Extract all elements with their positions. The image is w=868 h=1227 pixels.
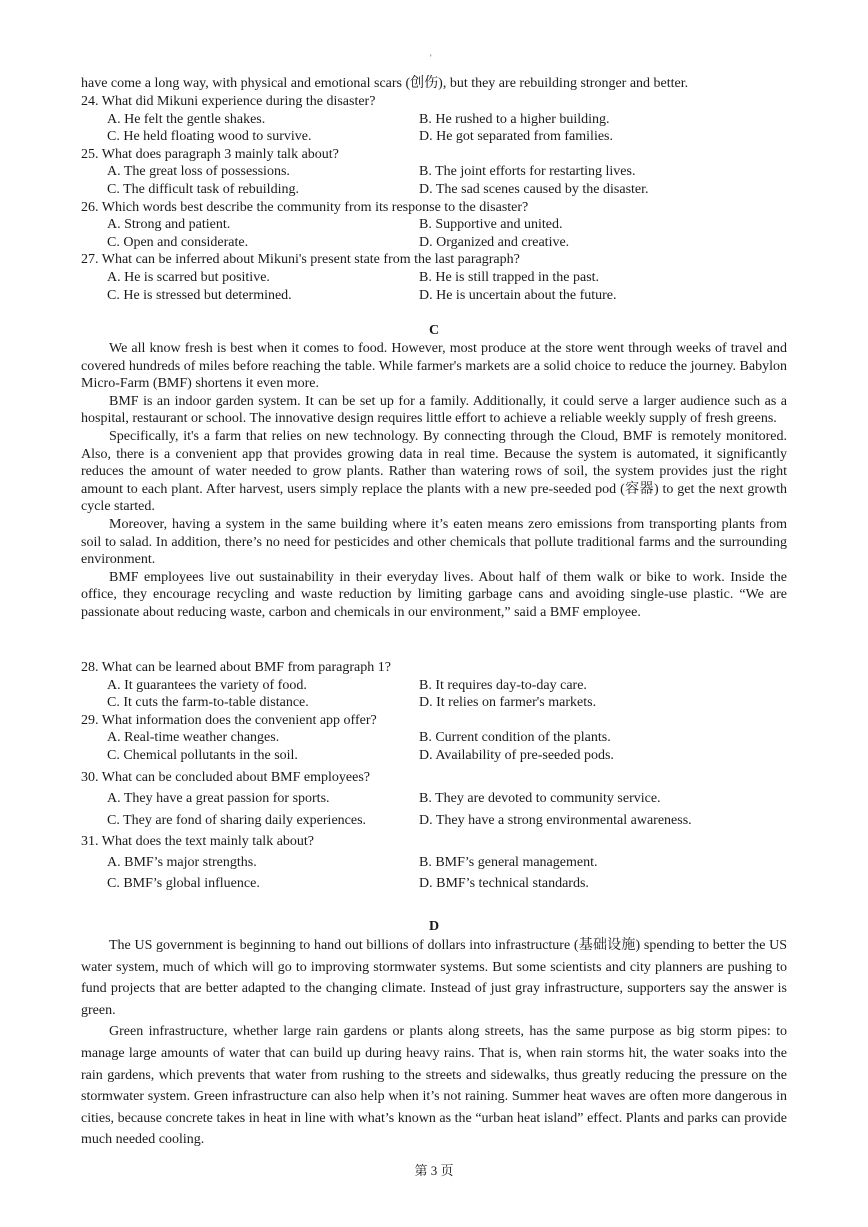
option-c[interactable]: C. They are fond of sharing daily experiences. <box>107 812 367 828</box>
passage-paragraph: The US government is beginning to hand out billions of dollars into infrastructure (基础设施) spending to better the US water system, much of which will go to improving stormwater systems. But some scientists and city planners are pushing to fund projects that are better adapted to the changing climate. Instead of just gray infrastructure, supporters say the answer is green. <box>81 938 787 1018</box>
question-25 <box>81 146 787 199</box>
questions-c-second <box>81 767 787 895</box>
option-c[interactable]: C. It cuts the farm-to-table distance. <box>107 695 309 711</box>
question-26 <box>81 199 787 252</box>
option-a[interactable]: A. He is scarred but positive. <box>107 269 270 285</box>
option-c[interactable]: C. He is stressed but determined. <box>107 287 292 303</box>
question-31 <box>81 831 787 895</box>
option-d[interactable]: D. He is uncertain about the future. <box>419 287 617 303</box>
option-d[interactable]: D. BMF’s technical standards. <box>419 876 589 892</box>
question-stem: 26. Which words best describe the community from its response to the disaster? <box>81 199 529 215</box>
question-30 <box>81 767 787 831</box>
option-c[interactable]: C. He held floating wood to survive. <box>107 129 312 145</box>
passage-paragraph: We all know fresh is best when it comes to food. However, most produce at the store went through weeks of travel and covered hundreds of miles before reaching the table. While farmer's markets are a solid choice to reduce the journey. Babylon Micro-Farm (BMF) shortens it even more. <box>81 341 787 392</box>
page-number: 第 3 页 <box>414 1163 454 1178</box>
question-28 <box>81 659 787 712</box>
option-a[interactable]: A. Strong and patient. <box>107 217 231 233</box>
questions-c-first <box>81 659 787 765</box>
option-a[interactable]: A. BMF’s major strengths. <box>107 855 257 871</box>
option-d[interactable]: D. It relies on farmer's markets. <box>419 695 597 711</box>
option-d[interactable]: D. Organized and creative. <box>419 234 570 250</box>
question-stem: 24. What did Mikuni experience during the disaster? <box>81 94 376 109</box>
question-stem: 25. What does paragraph 3 mainly talk about? <box>81 146 339 162</box>
option-b[interactable]: B. It requires day-to-day care. <box>419 677 587 693</box>
option-d[interactable]: D. The sad scenes caused by the disaster. <box>419 181 649 197</box>
question-24 <box>81 93 787 146</box>
section-c-passage <box>81 340 787 622</box>
option-d[interactable]: D. He got separated from families. <box>419 129 613 145</box>
section-c-title: C <box>428 323 440 338</box>
option-b[interactable]: B. He rushed to a higher building. <box>419 111 610 127</box>
question-stem: 28. What can be learned about BMF from paragraph 1? <box>81 660 391 675</box>
passage-paragraph: BMF employees live out sustainability in their everyday lives. About half of them walk or bike to work. Inside the office, they encourage recycling and waste reduction by limiting garbage cans and avoiding single-use plastic. “We are passionate about reducing waste, carbon and chemicals in our environment,” said a BMF employee. <box>81 569 787 620</box>
option-b[interactable]: B. They are devoted to community service. <box>419 791 661 807</box>
question-29 <box>81 712 787 765</box>
option-a[interactable]: A. Real-time weather changes. <box>107 730 280 746</box>
option-a[interactable]: A. He felt the gentle shakes. <box>107 111 266 127</box>
option-a[interactable]: A. The great loss of possessions. <box>107 164 290 180</box>
question-27 <box>81 251 787 304</box>
question-stem: 29. What information does the convenient app offer? <box>81 712 377 728</box>
option-c[interactable]: C. Open and considerate. <box>107 234 249 250</box>
option-b[interactable]: B. He is still trapped in the past. <box>419 269 600 285</box>
passage-paragraph: BMF is an indoor garden system. It can be set up for a family. Additionally, it could serve a larger audience such as a hospital, restaurant or school. The innovative design requires little effort to achieve a reliable weekly supply of fresh greens. <box>81 393 787 427</box>
section-d-passage <box>81 935 787 1151</box>
option-c[interactable]: C. BMF’s global influence. <box>107 876 260 892</box>
option-a[interactable]: A. It guarantees the variety of food. <box>107 677 307 693</box>
passage-paragraph: Moreover, having a system in the same building where it’s eaten means zero emissions from transporting plants from soil to salad. In addition, there’s no need for pesticides and other chemicals that pollute traditional farms and the surrounding environment. <box>81 516 787 568</box>
question-stem: 27. What can be inferred about Mikuni's present state from the last paragraph? <box>81 252 520 268</box>
page-top-mark: ' <box>430 53 432 63</box>
passage-paragraph: Specifically, it's a farm that relies on new technology. By connecting through the Cloud, BMF is remotely monitored. Also, there is a convenient app that provides growing data in real time. Because the system is automated, it significantly reduces the amount of water needed to grow plants. Rather than watering rows of soil, the system provides just the right amount to each plant. After harvest, users simply replace the plants with a new pre-seeded pod (容器) to get the next growth cycle started. <box>81 428 787 515</box>
option-d[interactable]: D. Availability of pre-seeded pods. <box>419 747 614 763</box>
section-d-title: D <box>428 919 440 934</box>
option-a[interactable]: A. They have a great passion for sports. <box>107 791 330 807</box>
option-b[interactable]: B. Supportive and united. <box>419 217 563 233</box>
option-c[interactable]: C. Chemical pollutants in the soil. <box>107 747 298 763</box>
option-b[interactable]: B. The joint efforts for restarting lives. <box>419 164 636 180</box>
option-d[interactable]: D. They have a strong environmental awareness. <box>419 812 692 828</box>
option-b[interactable]: B. Current condition of the plants. <box>419 730 611 746</box>
question-stem: 31. What does the text mainly talk about? <box>81 833 315 849</box>
questions-b <box>81 93 787 304</box>
option-b[interactable]: B. BMF’s general management. <box>419 855 598 871</box>
option-c[interactable]: C. The difficult task of rebuilding. <box>107 181 299 197</box>
question-stem: 30. What can be concluded about BMF employees? <box>81 770 370 785</box>
intro-tail: have come a long way, with physical and emotional scars (创伤), but they are rebuilding stronger and better. <box>81 76 689 91</box>
passage-paragraph: Green infrastructure, whether large rain gardens or plants along streets, has the same purpose as big storm pipes: to manage large amounts of water that can build up during heavy rains. That is, when rain storms hit, the water soaks into the rain gardens, which prevents that water from rushing to the streets and sidewalks, thus greatly reducing the pressure on the stormwater system. Green infrastructure can also help when it’s not raining. Summer heat waves are often more dangerous in cities, because concrete takes in heat in line with what’s known as the “urban heat island” effect. Plants and parks can provide much needed cooling. <box>81 1024 787 1148</box>
